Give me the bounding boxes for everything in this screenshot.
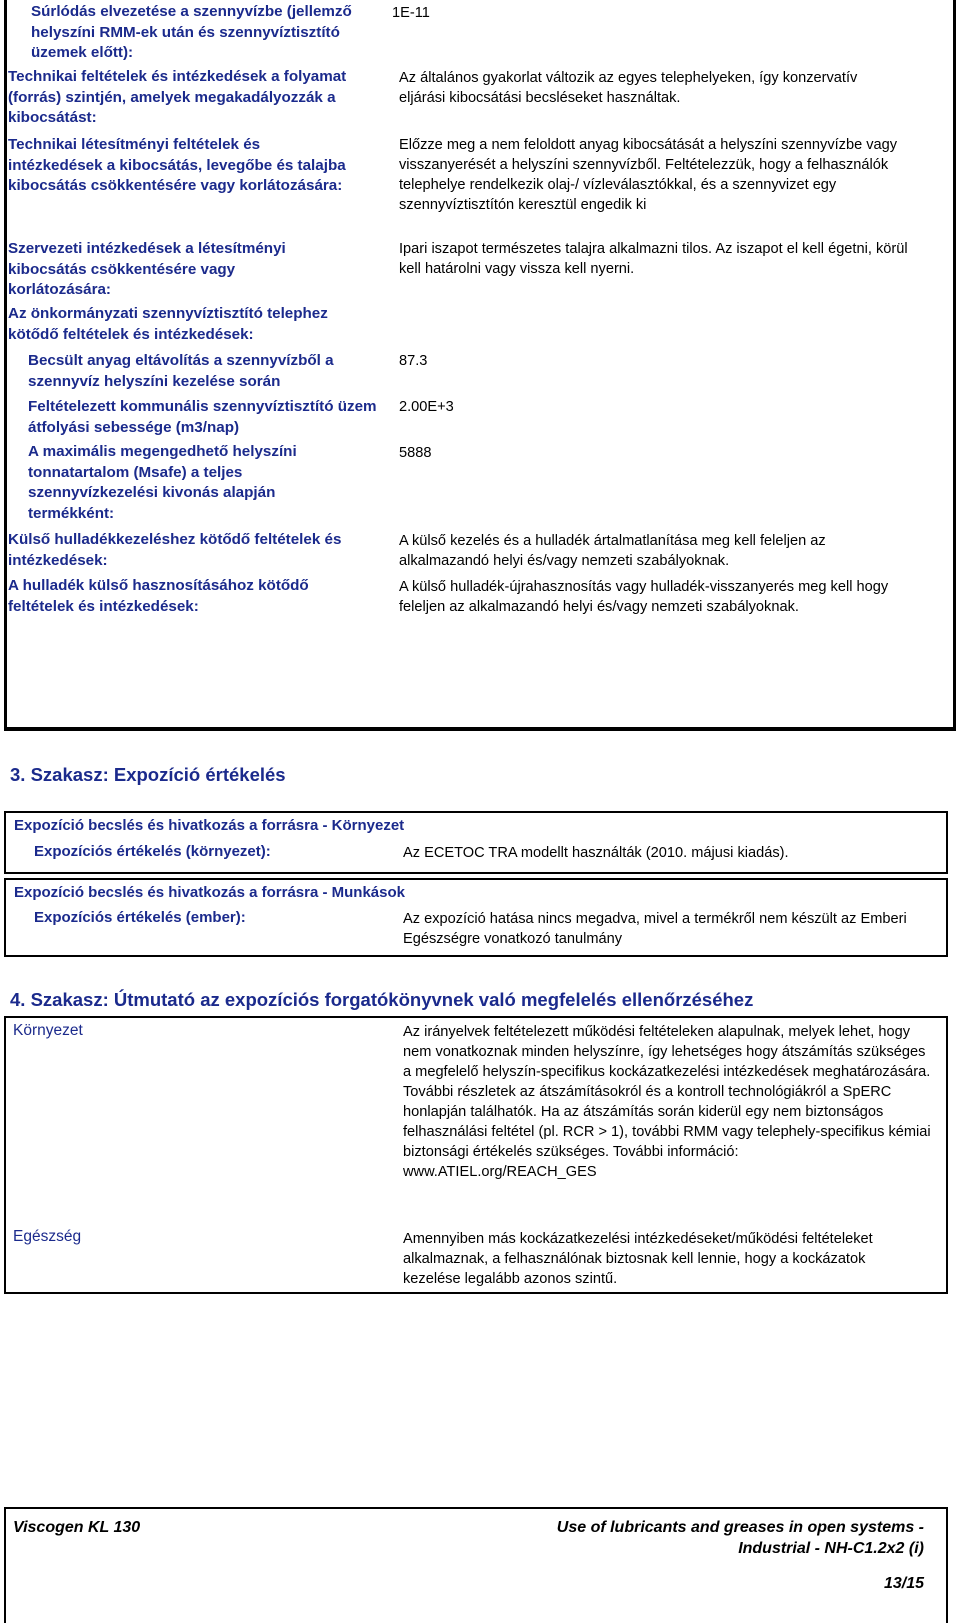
row-label: Az önkormányzati szennyvíztisztító telephez kötődő feltételek és intézkedések:	[8, 305, 328, 343]
env-exposure-value: Az ECETOC TRA modellt használták (2010. májusi kiadás).	[403, 845, 789, 861]
row-value: 5888	[399, 445, 432, 461]
row-label: Szervezeti intézkedések a létesítményi kibocsátás csökkentésére vagy korlátozására:	[8, 240, 286, 298]
row-value: 2.00E+3	[399, 399, 454, 415]
footer-page-number: 13/15	[883, 1575, 924, 1592]
row-value: A külső kezelés és a hulladék ártalmatlanítása meg kell feleljen az alkalmazandó helyi és/vagy nemzeti szabályoknak.	[399, 533, 826, 569]
env-exposure-label: Expozíciós értékelés (környezet):	[34, 843, 271, 860]
row-value: Előzze meg a nem feloldott anyag kibocsátását a helyszíni szennyvízbe vagy visszanyerését a helyszíni szennyvízből. Feltételezzük, hogy a felhasználók telephelye rendelkezik olaj-/ vízleválasztókkal, és a szennyvizet egy szennyvíztisztítón keresztül engedik ki	[399, 137, 898, 213]
section-number: 3.	[10, 764, 26, 785]
worker-exposure-heading: Expozíció becslés és hivatkozás a forrásra - Munkások	[14, 884, 405, 901]
row-label: A maximális megengedhető helyszíni tonnatartalom (Msafe) a teljes szennyvízkezelési kivonás alapján termékként:	[28, 443, 297, 522]
row-value: Az általános gyakorlat változik az egyes telephelyeken, így konzervatív eljárási kibocsátási becsléseket használtak.	[399, 70, 858, 106]
worker-exposure-value: Az expozíció hatása nincs megadva, mivel a termékről nem készült az Emberi Egészségre vonatkozó tanulmány	[403, 911, 907, 947]
row-label: Feltételezett kommunális szennyvíztisztító üzem átfolyási sebessége (m3/nap)	[28, 398, 377, 436]
worker-exposure-label: Expozíciós értékelés (ember):	[34, 909, 246, 926]
row-label: Technikai létesítményi feltételek és intézkedések a kibocsátás, levegőbe és talajba kibocsátás csökkentésére vagy korlátozására:	[8, 136, 346, 194]
env-exposure-heading: Expozíció becslés és hivatkozás a forrásra - Környezet	[14, 817, 405, 834]
footer-use-line1: Use of lubricants and greases in open systems -	[556, 1519, 924, 1536]
guidance-env-text: Az irányelvek feltételezett működési feltételeken alapulnak, melyek lehet, hogy nem vonatkoznak minden helyszínre, így lehetséges hogy átszámítás szükséges a megfelelő helyszín-specifikus kockázatkezelési intézkedések meghatározására. További részletek az átszámításokról és a kontroll technológiákról a SpERC honlapján találhatók. Ha az átszámítás során kiderül egy nem biztonságos felhasználási feltétel (pl. RCR > 1), további RMM vagy telephely-specifikus kémiai biztonsági értékelés szükséges. További információ: www.ATIEL.org/REACH_GES	[403, 1024, 931, 1180]
guidance-health-label: Egészség	[13, 1228, 82, 1245]
row-value: 87.3	[399, 353, 428, 369]
footer-use-line2: Industrial - NH-C1.2x2 (i)	[738, 1540, 924, 1557]
row-value: 1E-11	[392, 5, 430, 21]
guidance-health-text: Amennyiben más kockázatkezelési intézkedéseket/működési feltételeket alkalmaznak, a felhasználónak biztosnak kell lennie, hogy a kockázatok kezelése legalább azonos szintű.	[403, 1231, 873, 1287]
row-value: A külső hulladék-újrahasznosítás vagy hulladék-visszanyerés meg kell hogy feleljen az alkalmazandó helyi és/vagy nemzeti szabályoknak.	[399, 579, 889, 615]
section-3-title	[10, 764, 286, 786]
row-label: Külső hulladékkezeléshez kötődő feltételek és intézkedések:	[8, 531, 342, 569]
section-title-text: Szakasz: Expozíció értékelés	[30, 764, 286, 785]
row-value: Ipari iszapot természetes talajra alkalmazni tilos. Az iszapot el kell égetni, körül kell határolni vagy vissza kell nyerni.	[399, 241, 908, 277]
section-number: 4.	[10, 989, 26, 1010]
footer-product: Viscogen KL 130	[13, 1519, 141, 1536]
guidance-env-label: Környezet	[13, 1022, 83, 1039]
row-label: Súrlódás elvezetése a szennyvízbe (jellemző helyszíni RMM-ek után és szennyvíztisztító üzemek előtt):	[31, 3, 352, 61]
row-label: A hulladék külső hasznosításához kötődő feltételek és intézkedések:	[8, 577, 309, 615]
row-label: Technikai feltételek és intézkedések a folyamat (forrás) szintjén, amelyek megakadályozzák a kibocsátást:	[8, 68, 347, 126]
row-label: Becsült anyag eltávolítás a szennyvízből a szennyvíz helyszíni kezelése során	[28, 352, 334, 390]
section-title-text: Szakasz: Útmutató az expozíciós forgatókönyvnek való megfelelés ellenőrzéséhez	[30, 989, 754, 1010]
section-4-title	[10, 989, 753, 1011]
